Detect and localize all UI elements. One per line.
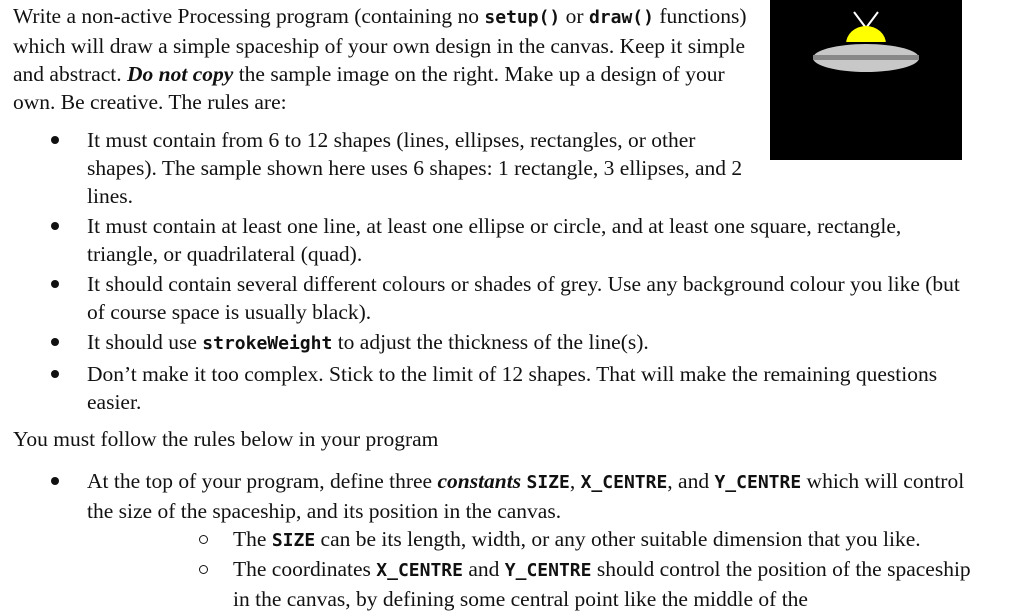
code-draw: draw() <box>588 7 654 28</box>
rule-text: which will control the size of the spaceship, and its position in the canvas. <box>87 469 965 523</box>
sub-rule-text: The coordinates <box>233 557 377 581</box>
rule-item <box>13 126 757 210</box>
intro-text: the sample image on the right. Make up a design of your own. Be creative. The rules are: <box>13 62 725 114</box>
bullet-icon <box>51 370 59 378</box>
rule-text: Don’t make it too complex. Stick to the limit of 12 shapes. That will make the remaining questions easier. <box>87 362 938 414</box>
sub-rule-text: and <box>462 557 505 581</box>
rule-text: It must contain from 6 to 12 shapes (lines, ellipses, rectangles, or other shapes). The sample shown here uses 6 shapes: 1 rectangle, 3 ellipses, and 2 lines. <box>87 128 743 208</box>
hollow-bullet-icon <box>199 535 208 544</box>
code-size: SIZE <box>271 530 316 551</box>
rule-item <box>13 328 973 358</box>
code-y-centre: Y_CENTRE <box>714 472 802 493</box>
intro-paragraph <box>13 2 753 116</box>
separator: , and <box>667 469 715 493</box>
code-x-centre: X_CENTRE <box>580 472 668 493</box>
rule-item <box>13 360 973 416</box>
bullet-icon <box>51 280 59 288</box>
follow-rules-heading: You must follow the rules below in your program <box>13 427 439 451</box>
sub-rule-text: should control the position of the spaceship in the canvas, by defining some central point like the middle of the <box>233 557 971 611</box>
emphasis-do-not-copy: Do not copy <box>127 62 234 86</box>
bullet-icon <box>51 222 59 230</box>
emphasis-constants: constants <box>437 469 522 493</box>
code-y-centre: Y_CENTRE <box>504 560 592 581</box>
rule-item <box>13 212 973 268</box>
rule-item <box>13 270 973 326</box>
rules-list <box>13 126 973 416</box>
rule-text: It should use <box>87 330 203 354</box>
hollow-bullet-icon <box>199 565 208 574</box>
rule-item <box>13 467 973 613</box>
rule-text: to adjust the thickness of the line(s). <box>332 330 649 354</box>
bullet-icon <box>51 477 59 485</box>
rule-text: At the top of your program, define three <box>87 469 438 493</box>
sub-rule-item <box>87 555 973 613</box>
code-strokeweight: strokeWeight <box>202 333 333 354</box>
sub-rule-item <box>87 525 973 555</box>
sub-rule-text: can be its length, width, or any other suitable dimension that you like. <box>315 527 921 551</box>
sub-rule-text: The <box>233 527 272 551</box>
code-x-centre: X_CENTRE <box>376 560 463 581</box>
disc-band <box>813 55 919 60</box>
code-size: SIZE <box>526 472 570 493</box>
separator: , <box>569 469 581 493</box>
rule-text: It should contain several different colours or shades of grey. Use any background colour you like (but of course space is usually black). <box>87 272 960 324</box>
program-rules-list <box>13 467 973 613</box>
intro-text: or <box>560 4 589 28</box>
bullet-icon <box>51 136 59 144</box>
sub-rules-list <box>87 525 973 613</box>
code-setup: setup() <box>484 7 561 28</box>
intro-text: functions) which will draw a simple spaceship of your own design in the canvas. Keep it simple and abstract. <box>13 4 747 86</box>
intro-text: Write a non-active Processing program (containing no <box>13 4 485 28</box>
rule-text: It must contain at least one line, at least one ellipse or circle, and at least one square, rectangle, triangle, or quadrilateral (quad). <box>87 214 902 266</box>
antenna-left <box>854 12 866 28</box>
antenna-right <box>866 12 878 28</box>
bullet-icon <box>51 338 59 346</box>
